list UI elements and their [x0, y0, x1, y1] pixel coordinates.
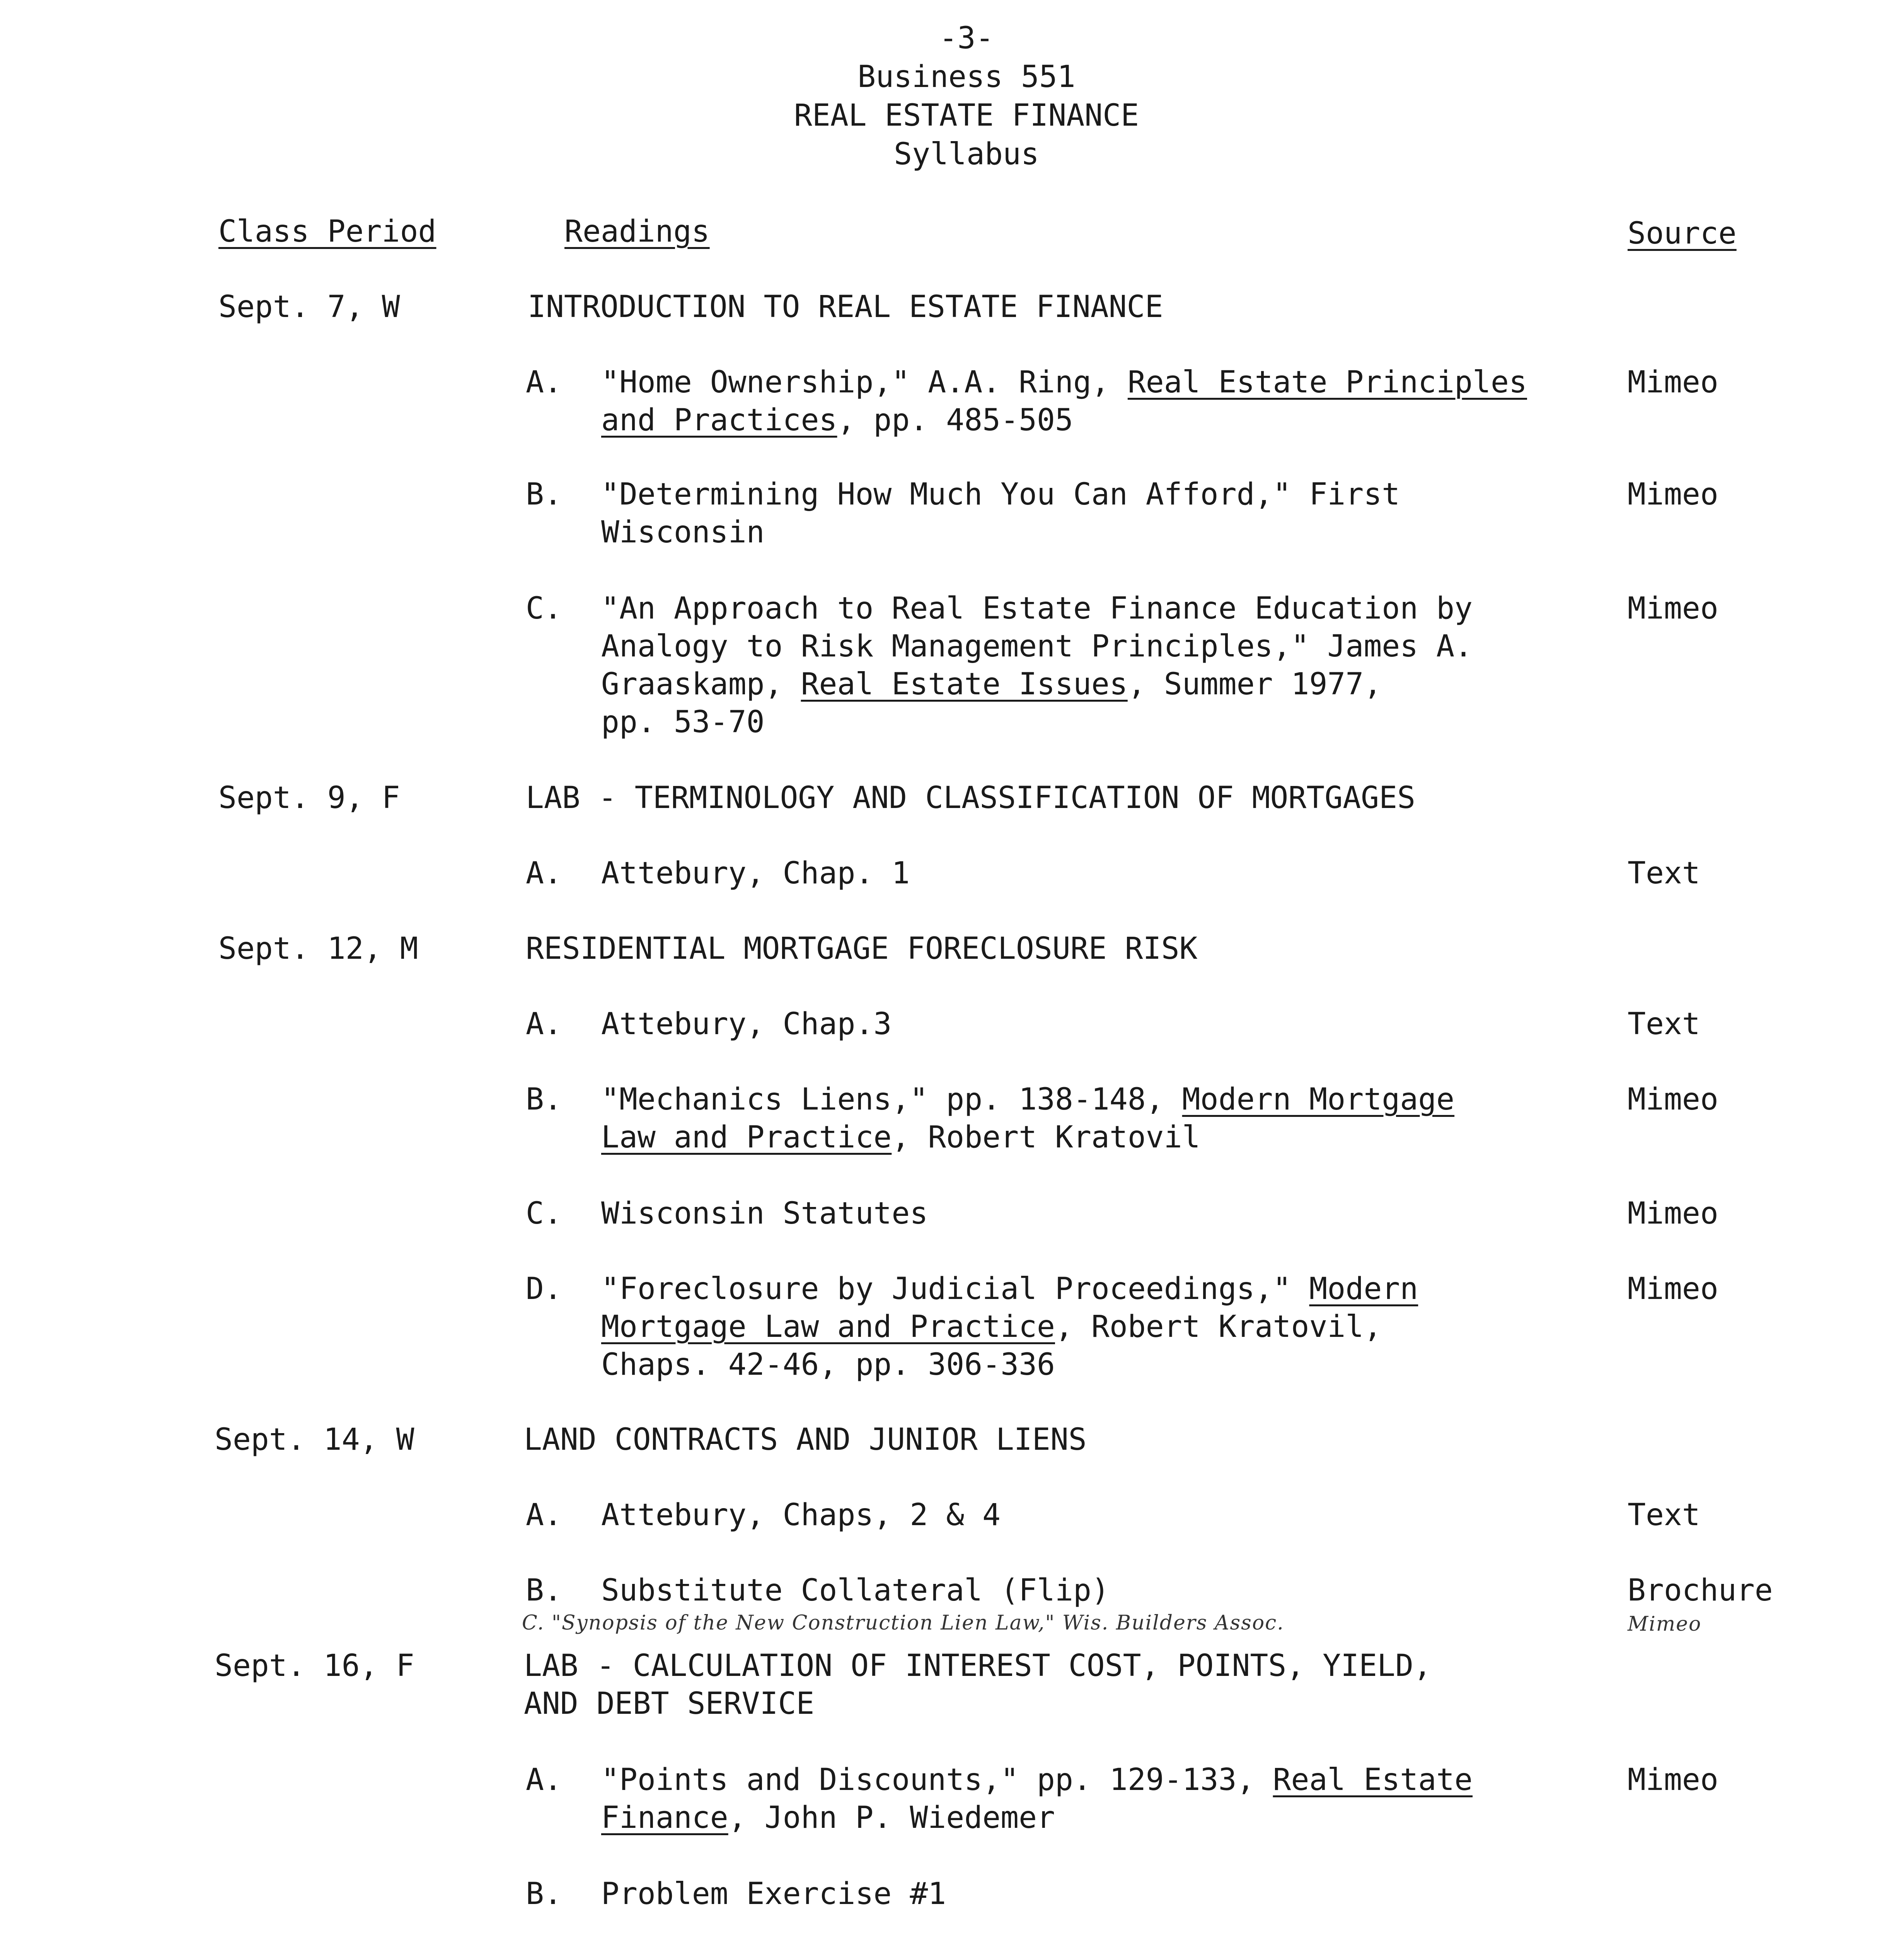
item-letter: B. — [526, 1082, 562, 1117]
reading-source: Mimeo — [1628, 1196, 1718, 1231]
reading-line: Finance, John P. Wiedemer — [601, 1800, 1055, 1835]
item-letter: A. — [526, 365, 562, 400]
reading-line: "Home Ownership," A.A. Ring, Real Estate Principles — [601, 365, 1527, 400]
column-header-readings: Readings — [564, 214, 710, 249]
page-number: -3- — [939, 21, 994, 56]
reading-line: Substitute Collateral (Flip) — [601, 1573, 1110, 1608]
session-topic-continued: AND DEBT SERVICE — [524, 1686, 815, 1721]
session-date: Sept. 9, F — [218, 781, 400, 815]
handwritten-note: C. "Synopsis of the New Construction Lien Law," Wis. Builders Assoc. — [522, 1611, 1284, 1635]
reading-line: "Determining How Much You Can Afford," First — [601, 477, 1400, 512]
reading-line: Wisconsin — [601, 515, 765, 550]
session-date: Sept. 7, W — [218, 290, 400, 324]
reading-line: "Mechanics Liens," pp. 138-148, Modern Mortgage — [601, 1082, 1455, 1117]
session-topic: LAND CONTRACTS AND JUNIOR LIENS — [524, 1422, 1087, 1457]
course-number: Business 551 — [857, 60, 1076, 94]
reading-line: and Practices, pp. 485-505 — [601, 403, 1073, 438]
item-letter: D. — [526, 1272, 562, 1306]
item-letter: B. — [526, 1573, 562, 1608]
reading-source: Mimeo — [1628, 1272, 1718, 1306]
reading-source: Brochure — [1628, 1573, 1773, 1608]
handwritten-source: Mimeo — [1628, 1613, 1702, 1636]
item-letter: A. — [526, 856, 562, 891]
reading-source: Text — [1628, 1498, 1700, 1532]
reading-source: Mimeo — [1628, 365, 1718, 400]
reading-line: Problem Exercise #1 — [601, 1877, 946, 1911]
item-letter: B. — [526, 477, 562, 512]
item-letter: B. — [526, 1877, 562, 1911]
reading-source: Mimeo — [1628, 591, 1718, 626]
session-topic: RESIDENTIAL MORTGAGE FORECLOSURE RISK — [526, 931, 1198, 966]
session-topic: LAB - CALCULATION OF INTEREST COST, POINTS, YIELD, — [524, 1648, 1432, 1683]
reading-source: Mimeo — [1628, 1763, 1718, 1797]
session-topic: LAB - TERMINOLOGY AND CLASSIFICATION OF MORTGAGES — [526, 781, 1416, 815]
reading-line: Attebury, Chap. 1 — [601, 856, 910, 891]
item-letter: A. — [526, 1498, 562, 1532]
session-topic: INTRODUCTION TO REAL ESTATE FINANCE — [528, 290, 1163, 324]
reading-line: "Foreclosure by Judicial Proceedings," Modern — [601, 1272, 1418, 1306]
document-subtitle: Syllabus — [894, 137, 1039, 172]
column-header-class-period: Class Period — [218, 214, 436, 249]
reading-line: Mortgage Law and Practice, Robert Kratovil, — [601, 1309, 1382, 1344]
column-header-source: Source — [1628, 216, 1737, 251]
reading-line: Attebury, Chap.3 — [601, 1007, 892, 1042]
item-letter: C. — [526, 591, 562, 626]
item-letter: A. — [526, 1763, 562, 1797]
reading-line: "An Approach to Real Estate Finance Education by — [601, 591, 1473, 626]
reading-line: "Points and Discounts," pp. 129-133, Real Estate — [601, 1763, 1473, 1797]
reading-line: Chaps. 42-46, pp. 306-336 — [601, 1347, 1055, 1382]
document-title: REAL ESTATE FINANCE — [794, 98, 1139, 133]
reading-line: Attebury, Chaps, 2 & 4 — [601, 1498, 1001, 1532]
reading-source: Mimeo — [1628, 1082, 1718, 1117]
session-date: Sept. 12, M — [218, 931, 418, 966]
reading-line: Graaskamp, Real Estate Issues, Summer 1977, — [601, 667, 1382, 702]
reading-line: pp. 53-70 — [601, 705, 765, 740]
reading-source: Text — [1628, 856, 1700, 891]
session-date: Sept. 14, W — [215, 1422, 414, 1457]
reading-line: Law and Practice, Robert Kratovil — [601, 1120, 1200, 1155]
item-letter: A. — [526, 1007, 562, 1042]
session-date: Sept. 16, F — [215, 1648, 414, 1683]
item-letter: C. — [526, 1196, 562, 1231]
reading-source: Text — [1628, 1007, 1700, 1042]
reading-line: Analogy to Risk Management Principles," James A. — [601, 629, 1473, 664]
reading-source: Mimeo — [1628, 477, 1718, 512]
reading-line: Wisconsin Statutes — [601, 1196, 928, 1231]
